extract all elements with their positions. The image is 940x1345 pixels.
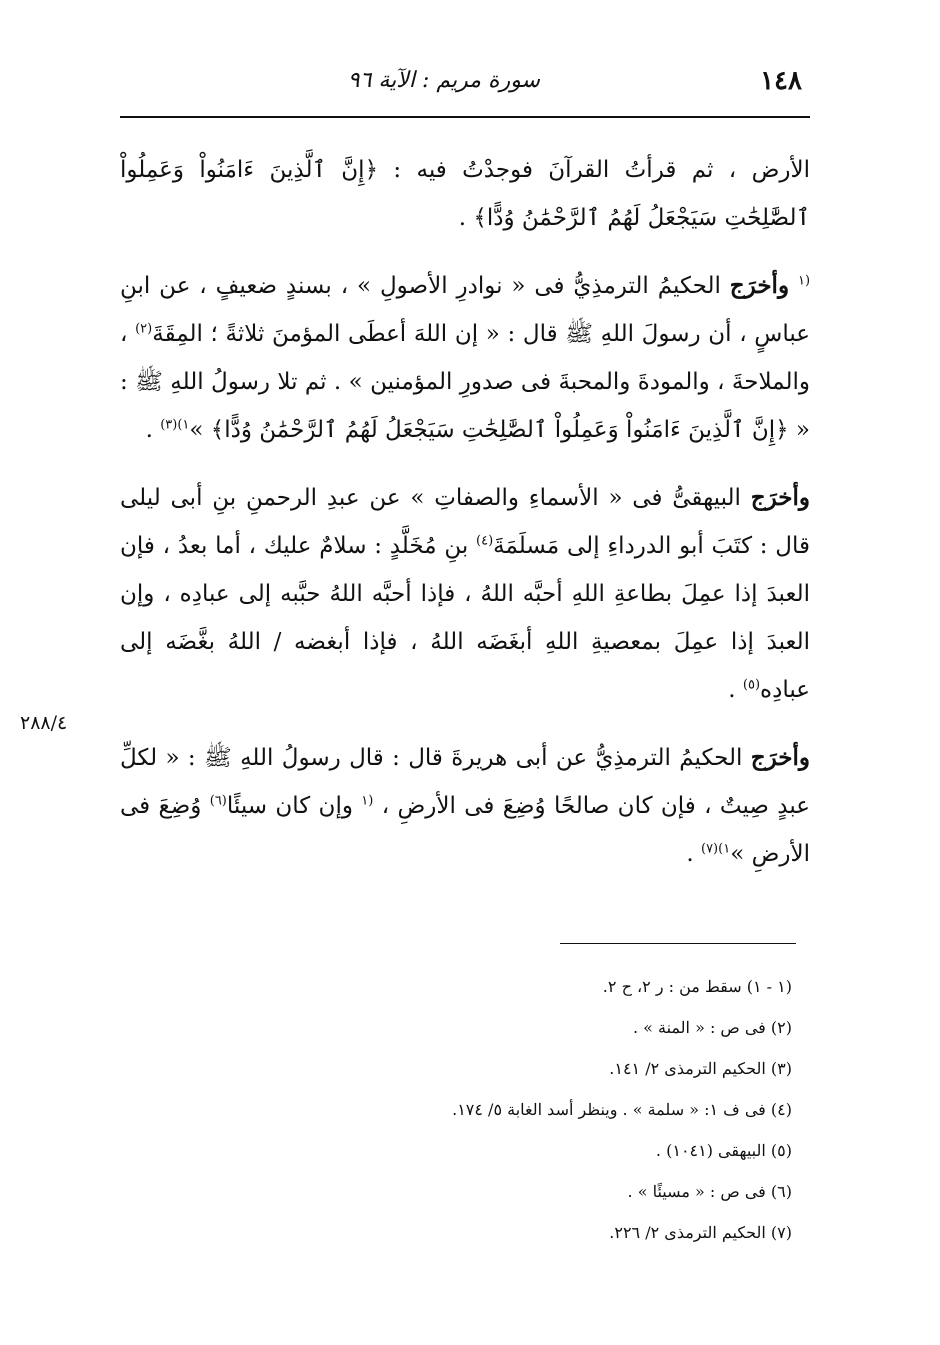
footnotes (192, 966, 792, 1253)
omission-mark: (١ (797, 273, 811, 289)
footnote-7: (٧) الحكيم الترمذى ٢/ ٢٢٦. (609, 1223, 792, 1242)
paragraph-3-text-1: البيهقىُّ فى « الأسماءِ والصفاتِ » عن عبدِ الرحمنِ بنِ أبى ليلى قال : كتَبَ أبو الدرداءِ إلى مَسلَمَةَ (120, 485, 810, 559)
footnote-3: (٣) الحكيم الترمذى ٢/ ١٤١. (609, 1059, 792, 1078)
paragraph-3-end: . (728, 677, 736, 703)
margin-page-reference: ٢٨٨/٤ (20, 712, 68, 734)
paragraph-1-line-2: سَيَجْعَلُ لَهُمُ ٱلرَّحْمَٰنُ وُدًّا﴾ . (458, 205, 718, 231)
paragraph-2-text-1: الحكيمُ الترمذِيُّ فى « نوادرِ الأصولِ » ، بسندٍ ضعيفٍ ، عن ابنِ عباسٍ ، أن رسولَ اللهِ ﷺ قال : « إن اللهَ أعطَى المؤمنَ ثلاثةً ؛ المِقَةَ (120, 273, 811, 347)
paragraph-lead: وأخرَج (729, 272, 790, 299)
footnote-ref-2: (٢) (135, 321, 153, 337)
paragraph-4-text-1: الحكيمُ الترمذِيُّ عن أبى هريرةَ قال : قال رسولُ اللهِ ﷺ : « لكلِّ عبدٍ صِيتٌ ، فإن كان صالحًا وُضِعَ فى الأرضِ ، (120, 745, 810, 819)
footnote-5: (٥) البيهقى (١٠٤١) . (655, 1141, 792, 1160)
paragraph-2-text-2: ، والملاحةَ ، والمودةَ والمحبةَ فى صدورِ المؤمنين » . ثم تلا رسولُ اللهِ ﷺ : « ﴿إِنَّ ٱلَّذِينَ ءَامَنُواْ وَعَمِلُواْ ٱلصَّٰلِحَٰتِ سَيَجْعَلُ لَهُمُ ٱلرَّحْمَٰنُ وُدًّا﴾ » (120, 321, 810, 443)
paragraph-2-end: . (145, 417, 153, 443)
paragraph-4-text-2: وإن كان سيئًا (226, 793, 353, 819)
running-title: سورة مريم : الآية ٩٦ (347, 68, 540, 93)
footnote-separator (560, 943, 796, 944)
footnote-ref-7: ١)(٧) (700, 841, 731, 857)
footnote-ref-5: (٥) (742, 677, 761, 693)
header-rule (120, 116, 810, 118)
paragraph-4 (120, 734, 810, 878)
paragraph-1 (120, 146, 810, 242)
paragraph-lead: وأخرَج (750, 744, 810, 771)
footnote-2: (٢) فى ص : « المنة » . (632, 1018, 792, 1037)
footnote-1: (١ - ١) سقط من : ر ٢، ح ٢. (602, 977, 792, 996)
paragraph-1-line-1: الأرض ، ثم قرأتُ القرآنَ فوجدْتُ فيه : ﴿إِنَّ ٱلَّذِينَ ءَامَنُواْ وَعَمِلُواْ ٱلصَّٰلِحَٰتِ (120, 157, 810, 231)
paragraph-2 (120, 262, 810, 454)
page-header (120, 58, 810, 112)
omission-mark: (١ (361, 793, 374, 809)
footnote-4: (٤) فى ف ١: « سلمة » . وينظر أسد الغابة ٥/ ١٧٤. (452, 1100, 792, 1119)
paragraph-lead: وأخرَج (750, 484, 811, 511)
footnote-ref-3: ١)(٣) (160, 417, 190, 433)
paragraph-4-text-3: وُضِعَ فى الأرضِ » (120, 793, 810, 867)
main-text (120, 146, 810, 898)
paragraph-3 (120, 474, 810, 714)
footnote-ref-4: (٤) (476, 533, 494, 549)
paragraph-3-text-2: بنِ مُخَلَّدٍ : سلامٌ عليك ، أما بعدُ ، فإن العبدَ إذا عمِلَ بطاعةِ اللهِ أحبَّه اللهُ ، فإذا أحبَّه اللهُ حبَّبه إلى عبادِه ، وإن العبدَ إذا عمِلَ بمعصيةِ اللهِ أبغَضَه اللهُ ، فإذا أبغضه / اللهُ بغَّضَه إلى عبادِه (120, 533, 810, 703)
footnote-ref-6: (٦) (209, 793, 227, 809)
footnote-6: (٦) فى ص : « مسيئًا » . (627, 1182, 792, 1201)
paragraph-4-end: . (686, 841, 694, 867)
page-number: ١٤٨ (760, 66, 802, 96)
